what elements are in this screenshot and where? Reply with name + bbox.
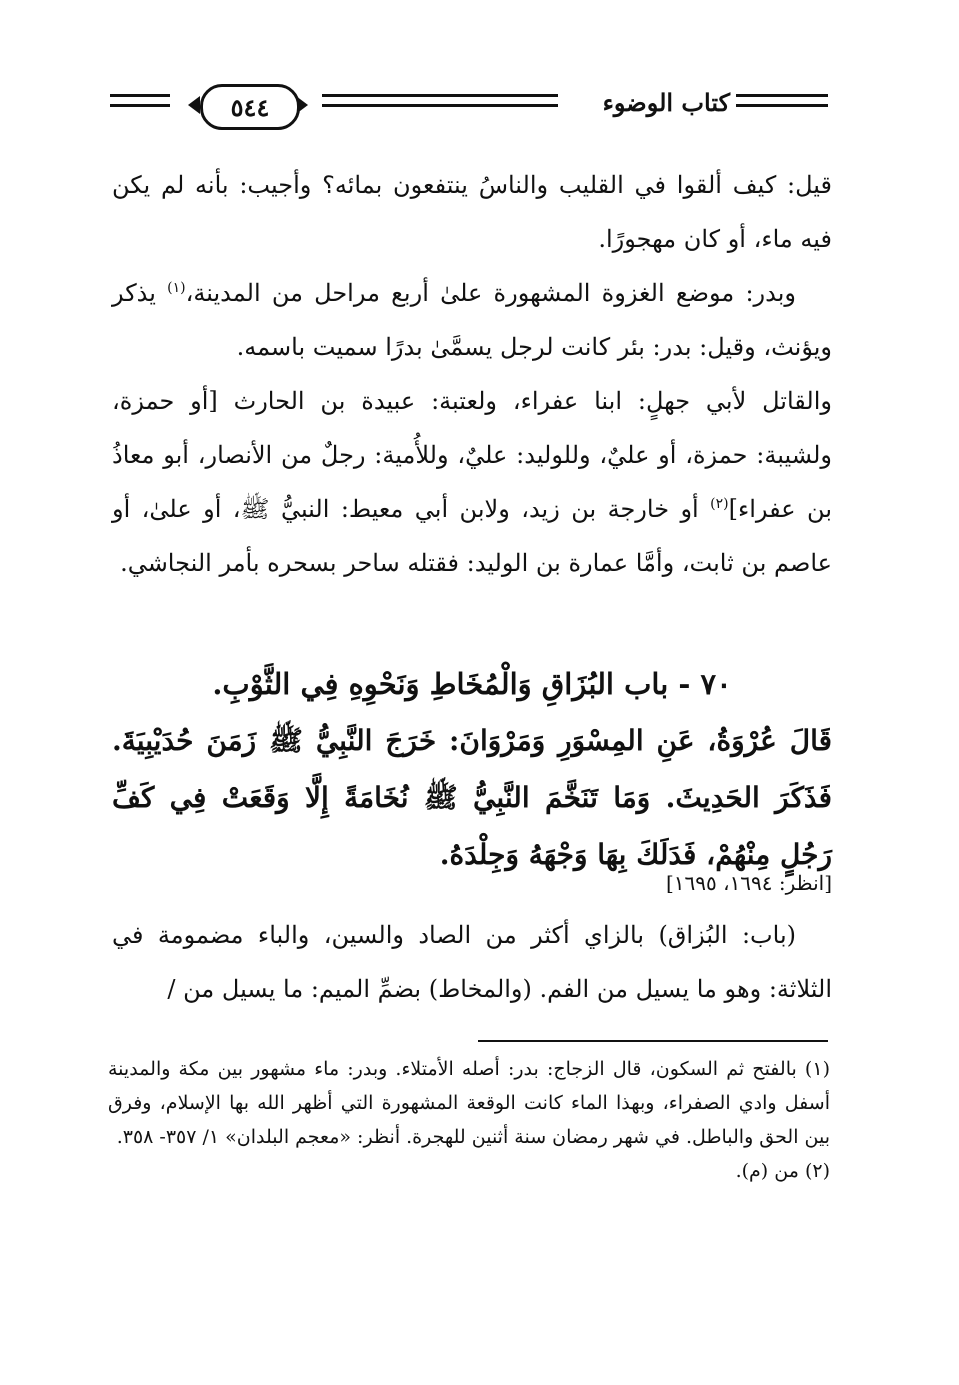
commentary-paragraph: (باب: البُزاق) بالزاي أكثر من الصاد والسين، والباء مضمومة في الثلاثة: وهو ما يسيل من الفم. (والمخاط) بضمِّ الميم: ما يسيل من /	[112, 921, 832, 1003]
body-text	[112, 158, 832, 590]
badge-left-arrow	[188, 96, 200, 114]
paragraph-2-end: يذكر ويؤنث، وقيل: بدر: بئر كانت لرجل يسمَّىٰ بدرًا سميت باسمه.	[112, 279, 832, 361]
footnote-separator	[478, 1040, 828, 1042]
footnote-1: (١) بالفتح ثم السكون، قال الزجاج: بدر: أصله الأمتلاء. وبدر: ماء مشهور بين مكة والمدينة أسفل وادي الصفراء، وبهذا الماء كانت الوقعة المشهورة التي أظهر الله بها الإسلام، وفرق بين الحق والباطل. في شهر رمضان سنة أثنين للهجرة. أنظر: «معجم البلدان» ١/ ٣٥٧- ٣٥٨.	[108, 1058, 830, 1148]
running-title: كتاب الوضوء	[602, 88, 730, 117]
page-number: ٥٤٤	[230, 92, 270, 122]
paragraph-2	[112, 266, 832, 374]
footnotes	[108, 1052, 830, 1188]
header-rule-right-bottom	[736, 104, 828, 107]
commentary	[112, 908, 832, 1016]
cross-reference: [انظر: ١٦٩٤، ١٦٩٥]	[665, 871, 832, 895]
page-header	[108, 82, 828, 132]
footnote-ref-1[interactable]: (١)	[167, 280, 186, 296]
paragraph-2-start: وبدر: موضع الغزوة المشهورة علىٰ أربع مراحل من المدينة،	[185, 279, 796, 307]
header-rule-middle-bottom	[322, 104, 558, 107]
header-rule-left-top	[110, 94, 170, 97]
page-number-badge	[200, 84, 300, 130]
paragraph-3	[112, 374, 832, 590]
chapter-title: ٧٠ - باب البُزَاقِ وَالْمُخَاطِ وَنَحْوِهِ فِي الثَّوْبِ.	[212, 667, 732, 701]
header-rule-right-top	[736, 94, 828, 97]
paragraph-3-end: أو خارجة بن زيد، ولابن أبي معيط: النبيُّ ﷺ، أو علىٰ، أو عاصم بن ثابت، وأمَّا عمارة بن الوليد: فقتله ساحر بسحره بأمر النجاشي.	[112, 495, 832, 577]
paragraph-3-start: والقاتل لأبي جهلٍ: ابنا عفراء، ولعتبة: عبيدة بن الحارث [أو حمزة، ولشيبة: حمزة، أو عليٌ، وللوليد: عليٌ، وللأُمية: رجلٌ من الأنصار، أبو معاذُ بن عفراء]	[112, 387, 832, 523]
hadith-text: قَالَ عُرْوَةُ، عَنِ المِسْوَرِ وَمَرْوَانَ: خَرَجَ النَّبِيُّ ﷺ زَمَنَ حُدَيْبِيَةَ. فَذَكَرَ الحَدِيثَ. وَمَا تَنَخَّمَ النَّبِيُّ ﷺ نُخَامَةً إِلَّا وَقَعَتْ فِي كَفِّ رَجُلٍ مِنْهُمْ، فَدَلَكَ بِهَا وَجْهَهُ وَجِلْدَهُ.	[112, 724, 832, 871]
footnote-ref-2[interactable]: (٢)	[710, 496, 729, 512]
header-rule-middle-top	[322, 94, 558, 97]
header-rule-left-bottom	[110, 104, 170, 107]
footnote-2: (٢) من (م).	[735, 1160, 830, 1182]
paragraph-1: قيل: كيف ألقوا في القليب والناسُ ينتفعون بمائه؟ وأجيب: بأنه لم يكن فيه ماء، أو كان مهجورًا.	[112, 171, 832, 253]
